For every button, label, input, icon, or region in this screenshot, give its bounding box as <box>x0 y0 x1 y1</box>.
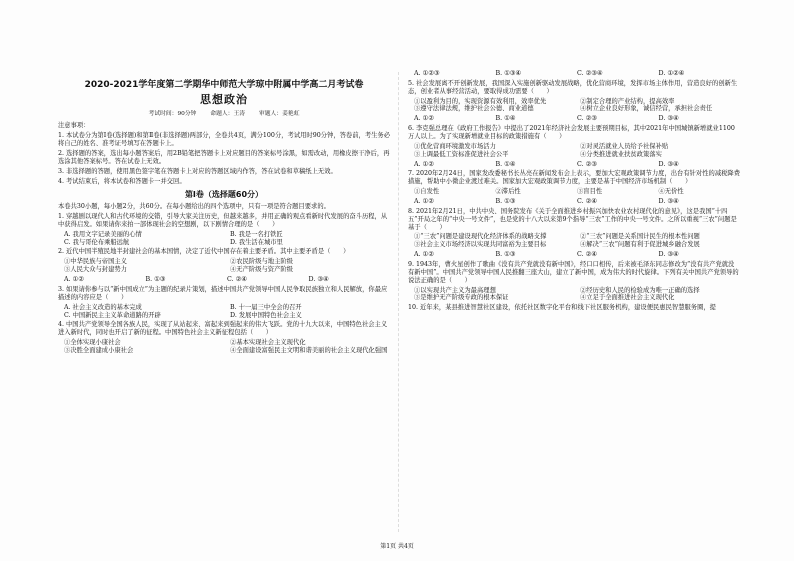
answer-options <box>58 304 390 320</box>
answer-option: ②基本实现社会主义现代化 <box>230 339 306 347</box>
exam-title: 2020-2021学年度第二学期华中师范大学琼中附属中学高二月考试卷 <box>84 80 364 90</box>
answer-option: D. ③④ <box>658 115 679 123</box>
answer-option: ①优化营商环境激发市场活力 <box>414 142 496 150</box>
answer-option: A. ①② <box>414 198 434 206</box>
answer-option: D. ③④ <box>658 198 679 206</box>
exam-setter: 命题人：王涛 <box>210 111 246 117</box>
page-footer: 第1页 共4页 <box>380 543 414 550</box>
answer-option: ②滞后性 <box>495 188 521 196</box>
exam-info <box>58 111 390 118</box>
answer-option: ①全体实现小康社会 <box>64 339 121 347</box>
answer-option: A. 社会主义改造的基本完成 <box>64 303 142 311</box>
subject-title: 思想政治 <box>200 93 248 107</box>
answer-option: ③人民大众与封建势力 <box>64 266 127 274</box>
question-list <box>58 213 390 355</box>
notes <box>58 122 390 186</box>
answer-option: ③是维护无产阶级专政的根本保证 <box>414 294 509 302</box>
answer-options <box>408 188 740 196</box>
answer-option: ④全面建设富强民主文明和谐美丽的社会主义现代化强国 <box>230 346 388 354</box>
answer-option: C. ②③④ <box>577 70 603 77</box>
answer-options <box>408 287 740 303</box>
answer-options <box>408 70 740 78</box>
answer-options <box>408 161 740 169</box>
answer-option: C. ②③ <box>577 160 597 168</box>
answer-option: ③上调最低工资标准促进社会公平 <box>414 150 509 158</box>
answer-option: C. 我与哥伦布乘船远航 <box>64 238 130 246</box>
answer-option: D. ③④ <box>308 276 329 284</box>
answer-options <box>58 258 390 274</box>
answer-option: B. 我是一名打铁匠 <box>230 230 283 238</box>
left-column <box>58 70 390 357</box>
answer-option: B. 十一届三中全会的召开 <box>230 303 302 311</box>
answer-option: ①中华民族与帝国主义 <box>64 258 127 266</box>
answer-options <box>408 251 740 259</box>
question-stem: 1. 穿越剧以现代人和古代环境的交错，引导大家关注历史，但越来越多，并用正确的观点看新时代发展的奋斗历程，从中获得启发。如果请你来拍一部体现社会的空想剧，以下剧情合理的是（ ） <box>58 213 388 228</box>
question-stem: 2. 近代中国半殖民地半封建社会的基本国情，决定了近代中国存在着主要矛盾。其中主要矛盾是（ ） <box>58 248 350 256</box>
answer-option: ③决胜全面建成小康社会 <box>64 346 134 354</box>
answer-option: A. ①②③ <box>414 70 440 77</box>
answer-options <box>408 233 740 249</box>
section-intro: 本卷共30小题，每小题2分，共60分。在每小题给出的四个选项中，只有一项是符合题目要求的。 <box>58 203 330 210</box>
question-stem: 5. 社会发展离不开创新发展，我国深入实施创新驱动发展战略，优化营商环境，发挥市场主体作用，营造良好的创新生态，创业者从事经营活动，要取得成功需要（ ） <box>408 79 738 95</box>
answer-option: C. ②④ <box>577 251 597 259</box>
answer-option: ④分类推进就业扶贫政策落实 <box>580 150 662 158</box>
answer-option: A. ①② <box>414 251 434 259</box>
answer-option: D. 我生活在城市里 <box>230 238 283 246</box>
answer-option: ②农民阶级与地主阶级 <box>230 258 293 266</box>
answer-option: D. ①②④ <box>658 70 685 77</box>
answer-option: D. ③④ <box>658 160 679 168</box>
answer-option: ④解决“三农”问题有利于促进城乡融合发展 <box>580 241 700 249</box>
exam-reviewer: 审题人：姜艳虹 <box>258 111 300 117</box>
answer-option: ①以实现共产主义为最高理想 <box>414 286 496 294</box>
column-divider <box>398 72 399 532</box>
answer-option: ③盲目性 <box>577 188 603 196</box>
answer-option: B. ①③ <box>145 276 166 284</box>
note-item: 4. 考试结束后，将本试卷和答题卡一并交回。 <box>58 178 186 186</box>
answer-option: B. ①③④ <box>495 70 522 77</box>
question-stem: 4. 中国共产党领导全国各族人民，实现了从站起来、富起来到强起来的伟大飞跃。党的十九大以来，中国特色社会主义进入新时代，同时也开启了新的征程。中国特色社会主义新征程包括（ ） <box>58 321 388 337</box>
answer-option: ②对灵活就业人员给予社保补贴 <box>580 142 669 150</box>
answer-option: ④无产阶级与资产阶级 <box>230 266 293 274</box>
note-item: 3. 非选择题的答题，使用黑色签字笔在答题卡上对应的答题区域内作答，答在试卷和草稿纸上无效。 <box>58 168 337 176</box>
answer-option: C. ②④ <box>227 276 247 284</box>
answer-option: C. ②④ <box>577 198 597 206</box>
answer-option: D. ③④ <box>658 251 679 259</box>
answer-option: D. 发展中国特色社会主义 <box>230 311 302 319</box>
answer-option: ①以盈利为目的，实现资源有效利用，效率优先 <box>414 97 547 105</box>
answer-option: A. ①② <box>414 115 434 123</box>
answer-option: ③遵守法律法规，维护社会公德、商业道德 <box>414 105 534 113</box>
answer-options <box>408 98 740 114</box>
question-list <box>408 70 740 312</box>
answer-option: C. 中国新民主主义革命道路的开辟 <box>64 311 161 319</box>
answer-option: B. ①④ <box>495 160 516 168</box>
answer-option: ④树立企业良好形象，诚信经营，承担社会责任 <box>580 105 713 113</box>
answer-options <box>408 115 740 123</box>
section-title: 第Ⅰ卷（选择题60分） <box>184 190 264 199</box>
question-stem: 3. 如果请你参与以“新中国成立”为主题的纪录片策划，描述中国共产党领导中国人民争取民族独立和人民解放，你最应描述的内容应是（ ） <box>58 285 388 301</box>
question-stem: 7. 2020年2月24日，国家发改委秘书长丛亮在新闻发布会上表示，要加大宏观政策调节力度，出台有针对性的减税降费措施，帮助中小微企业渡过难关。国家加大宏观政策调节力度，主要是基于中国经济市场机制（ ） <box>408 170 741 186</box>
question-stem: 6. 李克强总理在《政府工作报告》中提出了2021年经济社会发展主要预期目标，其中2021年中国城镇新增就业1100万人以上。为了实现新增就业目标的政策措施有（ ） <box>408 125 735 141</box>
answer-options <box>58 276 390 284</box>
answer-option: ②“三农”问题是关系国计民生的根本性问题 <box>580 233 700 241</box>
answer-option: ①“三农”问题是建设现代化经济体系的战略支撑 <box>414 233 547 241</box>
notes-heading: 注意事项： <box>58 122 90 130</box>
answer-options <box>58 339 390 355</box>
answer-option: B. ①④ <box>495 115 516 123</box>
exam-time: 考试时间：90分钟 <box>148 111 197 117</box>
answer-options <box>58 231 390 247</box>
note-item: 1. 本试卷分为第Ⅰ卷(选择题)和第Ⅱ卷(非选择题)两部分，全卷共4页，满分100分，考试用时90分钟，答卷前，考生务必将自己的姓名、准考证号填写在答题卡上。 <box>58 132 391 148</box>
answer-option: B. ①③ <box>495 198 516 206</box>
answer-option: ③社会主义市场经济以实现共同富裕为主要目标 <box>414 241 547 249</box>
note-item: 2. 选择题的答案，选出每小题答案后，用2B铅笔把答题卡上对应题目的答案标号涂黑，如需改动，用橡皮擦干净后，再选涂其他答案标号。答在试卷上无效。 <box>58 150 390 166</box>
answer-option: ②制定合理的产业结构，提高效率 <box>580 97 675 105</box>
answer-option: A. ①② <box>64 276 84 284</box>
answer-option: ④立足于全面推进社会主义现代化 <box>580 294 675 302</box>
question-stem: 10. 近年来，某县推进智慧社区建设，依托社区数字化平台和线下社区服务机构，建设便民惠民智慧服务圈，提 <box>408 304 716 312</box>
answer-option: A. ①② <box>414 160 434 168</box>
answer-option: A. 我用文字记录美丽的心情 <box>64 230 142 238</box>
answer-option: ②经历史和人民的检验成为唯一正确的选择 <box>580 286 700 294</box>
answer-option: B. ①③ <box>495 251 516 259</box>
answer-options <box>408 198 740 206</box>
question-stem: 9. 1943年，曹火星创作了歌曲《没有共产党就没有新中国》，经口口相传，后来被毛泽东同志修改为“没有共产党就没有新中国”。中国共产党领导中国人民推翻三座大山，建立了新中国，成为伟大的时代旋律。下列有关中国共产党领导的说法正确的是（ ） <box>408 261 739 284</box>
answer-options <box>408 143 740 159</box>
answer-option: ①自发性 <box>414 188 440 196</box>
question-stem: 8. 2021年2月21日，中共中央、国务院发布《关于全面推进乡村振兴加快农业农村现代化的意见》，这是我国“十四五”开局之年的“中央一号文件”，也是党的十八大以来第9个指导“三农”工作的中央一号文件。之所以重视“三农”问题是基于（ ） <box>408 207 737 231</box>
answer-option: C. ②③ <box>577 115 597 123</box>
answer-option: ④无价性 <box>658 188 684 196</box>
right-column <box>408 70 740 314</box>
